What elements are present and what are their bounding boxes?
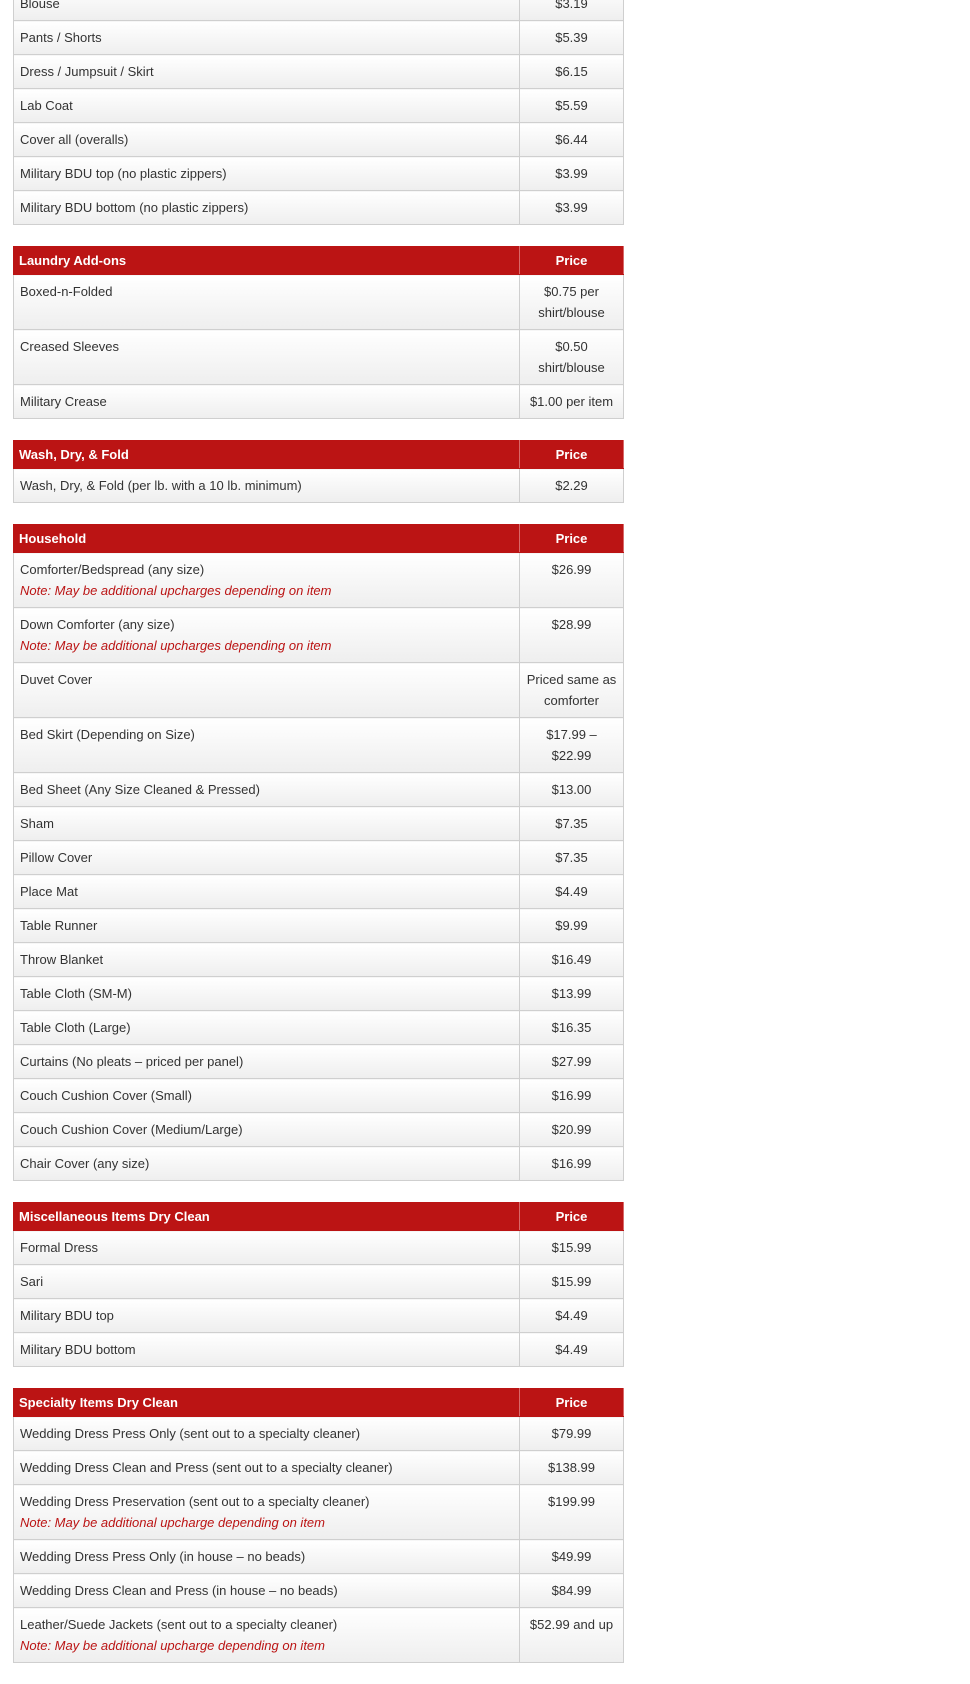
item-price: $6.15 (520, 55, 624, 89)
item-name: Wash, Dry, & Fold (per lb. with a 10 lb. minimum) (20, 478, 302, 493)
table-row (14, 1608, 624, 1663)
item-cell (14, 943, 520, 977)
table-row (14, 469, 624, 503)
item-price: $2.29 (520, 469, 624, 503)
table-row (14, 1540, 624, 1574)
table-row (14, 553, 624, 608)
item-cell (14, 773, 520, 807)
item-cell (14, 1574, 520, 1608)
item-name: Throw Blanket (20, 952, 104, 967)
price-list (13, 0, 623, 1684)
item-name: Wedding Dress Press Only (sent out to a specialty cleaner) (20, 1426, 361, 1441)
item-cell (14, 0, 520, 21)
table-row (14, 157, 624, 191)
item-cell (14, 977, 520, 1011)
price-table (13, 1202, 624, 1367)
item-price: $52.99 and up (520, 1608, 624, 1663)
item-name: Military Crease (20, 394, 107, 409)
table-header-row (14, 1389, 624, 1417)
item-name: Wedding Dress Clean and Press (sent out to a specialty cleaner) (20, 1460, 393, 1475)
item-price: $0.75 per shirt/blouse (520, 275, 624, 330)
item-price: $7.35 (520, 807, 624, 841)
item-name: Military BDU bottom (20, 1342, 136, 1357)
table-row (14, 385, 624, 419)
item-price: $3.19 (520, 0, 624, 21)
item-cell (14, 1540, 520, 1574)
table-row (14, 718, 624, 773)
item-name: Bed Sheet (Any Size Cleaned & Pressed) (20, 782, 260, 797)
item-name: Dress / Jumpsuit / Skirt (20, 64, 154, 79)
item-name: Down Comforter (any size) (20, 617, 175, 632)
table-row (14, 1265, 624, 1299)
table-header-row (14, 441, 624, 469)
item-price: $84.99 (520, 1574, 624, 1608)
item-cell (14, 1485, 520, 1540)
item-name: Cover all (overalls) (20, 132, 129, 147)
item-price: $199.99 (520, 1485, 624, 1540)
table-row (14, 1299, 624, 1333)
item-cell (14, 123, 520, 157)
item-cell (14, 1608, 520, 1663)
section-title: Miscellaneous Items Dry Clean (14, 1203, 520, 1231)
item-cell (14, 1079, 520, 1113)
item-name: Blouse (20, 0, 60, 11)
table-row (14, 773, 624, 807)
table-row (14, 21, 624, 55)
item-name: Boxed-n-Folded (20, 284, 113, 299)
item-name: Place Mat (20, 884, 78, 899)
item-name: Wedding Dress Preservation (sent out to a specialty cleaner) (20, 1494, 370, 1509)
table-row (14, 1079, 624, 1113)
item-cell (14, 1451, 520, 1485)
item-price: $28.99 (520, 608, 624, 663)
table-row (14, 1045, 624, 1079)
item-name: Sham (20, 816, 54, 831)
item-cell (14, 275, 520, 330)
table-row (14, 1011, 624, 1045)
item-cell (14, 1045, 520, 1079)
item-name: Formal Dress (20, 1240, 99, 1255)
item-price: $138.99 (520, 1451, 624, 1485)
table-row (14, 330, 624, 385)
item-name: Couch Cushion Cover (Small) (20, 1088, 192, 1103)
item-name: Curtains (No pleats – priced per panel) (20, 1054, 244, 1069)
item-cell (14, 1299, 520, 1333)
price-table (13, 1388, 624, 1663)
price-table (13, 440, 624, 503)
item-price: $7.35 (520, 841, 624, 875)
item-name: Bed Skirt (Depending on Size) (20, 727, 195, 742)
item-price: $4.49 (520, 875, 624, 909)
item-price: $13.00 (520, 773, 624, 807)
item-price: $5.39 (520, 21, 624, 55)
item-price: $5.59 (520, 89, 624, 123)
item-price: $16.35 (520, 1011, 624, 1045)
table-row (14, 55, 624, 89)
item-price: $3.99 (520, 191, 624, 225)
item-price: $27.99 (520, 1045, 624, 1079)
item-price: $13.99 (520, 977, 624, 1011)
table-row (14, 1417, 624, 1451)
item-name: Creased Sleeves (20, 339, 119, 354)
item-price: $0.50 shirt/blouse (520, 330, 624, 385)
item-price: $6.44 (520, 123, 624, 157)
price-table (13, 0, 624, 225)
item-price: $20.99 (520, 1113, 624, 1147)
item-cell (14, 1011, 520, 1045)
item-name: Wedding Dress Press Only (in house – no beads) (20, 1549, 306, 1564)
item-price: $49.99 (520, 1540, 624, 1574)
price-table (13, 246, 624, 419)
item-name: Duvet Cover (20, 672, 93, 687)
item-cell (14, 875, 520, 909)
item-cell (14, 21, 520, 55)
item-cell (14, 608, 520, 663)
table-header-row (14, 525, 624, 553)
item-cell (14, 1265, 520, 1299)
item-cell (14, 469, 520, 503)
price-table (13, 524, 624, 1181)
item-cell (14, 553, 520, 608)
table-row (14, 0, 624, 21)
price-column-header: Price (520, 1203, 624, 1231)
item-cell (14, 841, 520, 875)
item-note: Note: May be additional upcharges depending on item (20, 583, 332, 598)
item-cell (14, 157, 520, 191)
table-row (14, 977, 624, 1011)
item-note: Note: May be additional upcharges depending on item (20, 638, 332, 653)
item-name: Table Cloth (Large) (20, 1020, 131, 1035)
item-price: $15.99 (520, 1231, 624, 1265)
table-row (14, 807, 624, 841)
item-price: $16.49 (520, 943, 624, 977)
table-row (14, 1113, 624, 1147)
item-name: Lab Coat (20, 98, 73, 113)
table-row (14, 1451, 624, 1485)
item-cell (14, 191, 520, 225)
item-name: Military BDU top (no plastic zippers) (20, 166, 227, 181)
price-column-header: Price (520, 1389, 624, 1417)
item-price: $17.99 – $22.99 (520, 718, 624, 773)
table-row (14, 943, 624, 977)
item-price: $15.99 (520, 1265, 624, 1299)
item-note: Note: May be additional upcharge depending on item (20, 1515, 325, 1530)
item-cell (14, 385, 520, 419)
item-price: $4.49 (520, 1333, 624, 1367)
item-note: Note: May be additional upcharge depending on item (20, 1638, 325, 1653)
price-column-header: Price (520, 525, 624, 553)
table-row (14, 1231, 624, 1265)
price-column-header: Price (520, 247, 624, 275)
item-cell (14, 1417, 520, 1451)
item-name: Sari (20, 1274, 44, 1289)
table-row (14, 89, 624, 123)
item-cell (14, 1147, 520, 1181)
item-cell (14, 663, 520, 718)
section-title: Laundry Add-ons (14, 247, 520, 275)
item-name: Table Cloth (SM-M) (20, 986, 132, 1001)
item-cell (14, 1333, 520, 1367)
item-name: Military BDU bottom (no plastic zippers) (20, 200, 249, 215)
item-price: Priced same as comforter (520, 663, 624, 718)
item-price: $26.99 (520, 553, 624, 608)
price-column-header: Price (520, 441, 624, 469)
section-title: Household (14, 525, 520, 553)
item-cell (14, 909, 520, 943)
table-header-row (14, 247, 624, 275)
item-cell (14, 89, 520, 123)
item-price: $79.99 (520, 1417, 624, 1451)
section-title: Specialty Items Dry Clean (14, 1389, 520, 1417)
item-price: $9.99 (520, 909, 624, 943)
table-row (14, 875, 624, 909)
item-price: $4.49 (520, 1299, 624, 1333)
table-row (14, 608, 624, 663)
item-name: Comforter/Bedspread (any size) (20, 562, 205, 577)
item-name: Chair Cover (any size) (20, 1156, 150, 1171)
item-cell (14, 330, 520, 385)
item-name: Leather/Suede Jackets (sent out to a specialty cleaner) (20, 1617, 338, 1632)
item-price: $16.99 (520, 1147, 624, 1181)
item-price: $3.99 (520, 157, 624, 191)
table-row (14, 841, 624, 875)
item-cell (14, 1113, 520, 1147)
table-row (14, 663, 624, 718)
table-row (14, 275, 624, 330)
item-name: Wedding Dress Clean and Press (in house – no beads) (20, 1583, 338, 1598)
item-name: Pillow Cover (20, 850, 93, 865)
item-name: Pants / Shorts (20, 30, 102, 45)
item-name: Couch Cushion Cover (Medium/Large) (20, 1122, 243, 1137)
item-name: Military BDU top (20, 1308, 114, 1323)
item-name: Table Runner (20, 918, 98, 933)
item-cell (14, 718, 520, 773)
table-row (14, 909, 624, 943)
table-row (14, 1147, 624, 1181)
table-row (14, 123, 624, 157)
item-cell (14, 55, 520, 89)
section-title: Wash, Dry, & Fold (14, 441, 520, 469)
item-price: $1.00 per item (520, 385, 624, 419)
table-row (14, 1333, 624, 1367)
table-row (14, 1574, 624, 1608)
table-row (14, 191, 624, 225)
item-cell (14, 1231, 520, 1265)
table-header-row (14, 1203, 624, 1231)
table-row (14, 1485, 624, 1540)
item-price: $16.99 (520, 1079, 624, 1113)
item-cell (14, 807, 520, 841)
